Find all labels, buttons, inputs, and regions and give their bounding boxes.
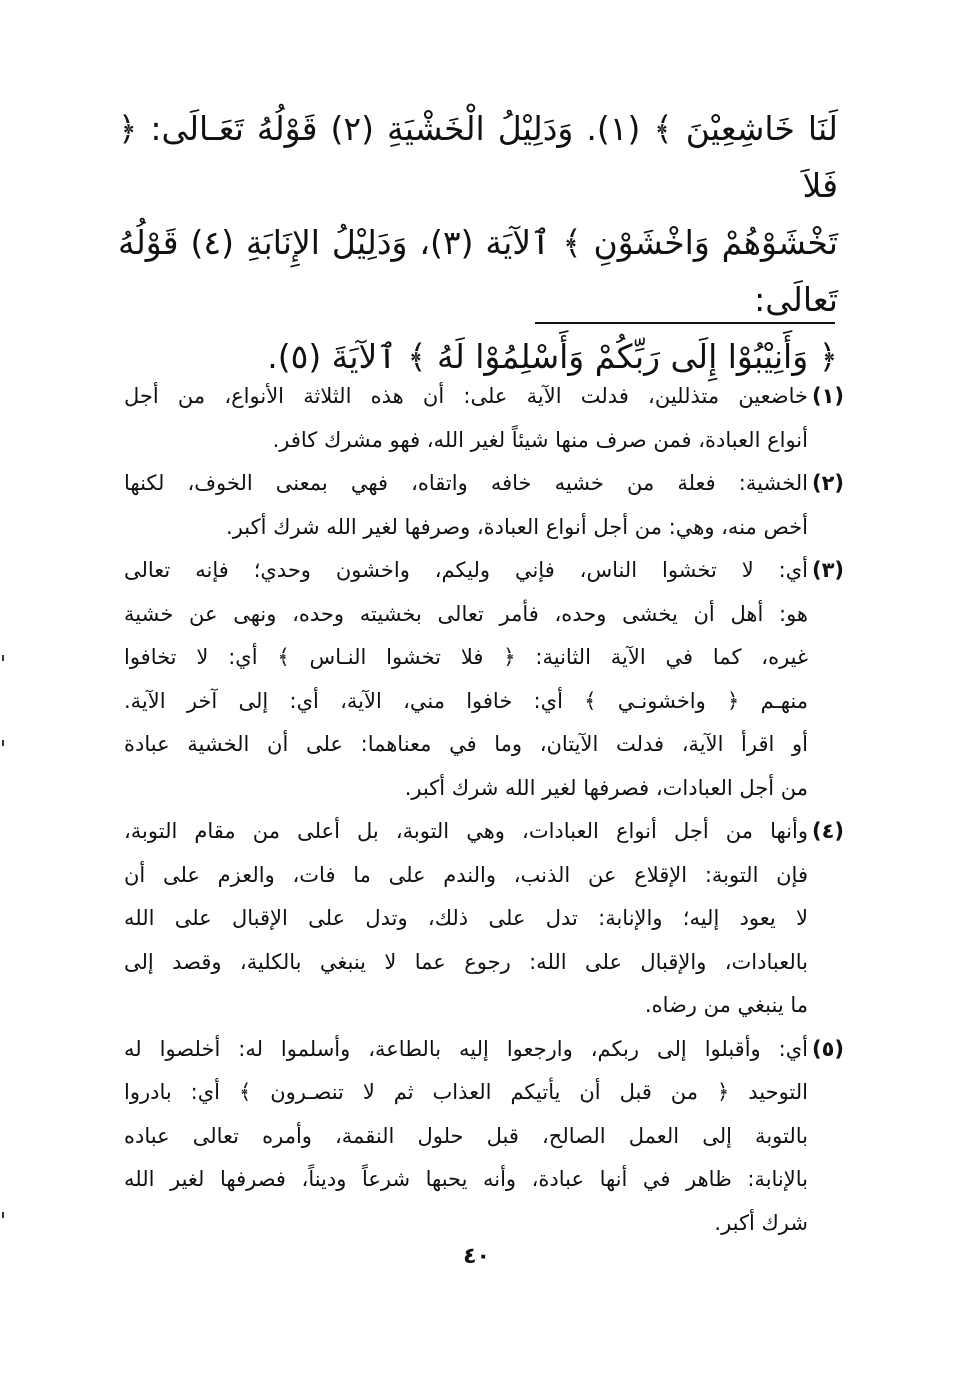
footnote-4 — [124, 810, 844, 1028]
main-text-line: لَنَا خَاشِعِيْنَ ﴾ (١). وَدَلِيْلُ الْخَشْيَةِ (٢) قَوْلُهُ تَعَـالَى: ﴿ فَلاَ — [118, 109, 838, 205]
footnote-line: شرك أكبر. — [714, 1210, 808, 1235]
footnote-body — [124, 462, 808, 549]
page-number: ٤٠ — [463, 1244, 490, 1269]
footnote-separator — [535, 322, 835, 324]
footnote-number: (١) — [811, 384, 844, 408]
footnote-number: (٥) — [811, 1036, 844, 1061]
footnotes — [124, 375, 844, 1245]
main-text-line: ﴿ وَأَنِيْبُوْا إِلَى رَبِّكُمْ وَأَسْلِمُوْا لَهُ ﴾ ٱلآيَةَ (٥). — [267, 337, 838, 376]
footnote-line: بالإنابة: ظاهر في أنها عبادة، وأنه يحبها شرعاً وديناً، فصرفها لغير الله — [124, 1167, 808, 1191]
footnote-line: بالعبادات، والإقبال على الله: رجوع عما لا ينبغي بالكلية، وقصد إلى — [124, 949, 808, 974]
footnote-line: من أجل العبادات، فصرفها لغير الله شرك أكبر. — [404, 775, 808, 800]
footnote-number: (٣) — [811, 558, 844, 582]
footnote-line: أخص منه، وهي: من أجل أنواع العبادة، وصرفها لغير الله شرك أكبر. — [226, 514, 808, 539]
footnote-line: منهـم ﴿ واخشونـي ﴾ أي: خافوا مني، الآية، أي: إلى آخر الآية. — [124, 688, 808, 713]
footnote-line: بالتوبة إلى العمل الصالح، قبل حلول النقمة، وأمره تعالى عباده — [124, 1123, 808, 1148]
footnote-line: لا يعود إليه؛ والإنابة: تدل على ذلك، وتدل على الإقبال على الله — [124, 906, 808, 930]
footnote-body — [124, 549, 808, 810]
scan-edge-mark — [2, 740, 4, 746]
footnote-line: وأنها من أجل أنواع العبادات، وهي التوبة، بل أعلى من مقام التوبة، — [124, 819, 808, 843]
footnote-5 — [124, 1028, 844, 1246]
footnote-line: أي: لا تخشوا الناس، فإني وليكم، واخشون وحدي؛ فإنه تعالى — [124, 558, 808, 582]
footnote-line: خاضعين متذللين، فدلت الآية على: أن هذه الثلاثة الأنواع، من أجل — [124, 384, 808, 408]
footnote-line: أنواع العبادة، فمن صرف منها شيئاً لغير الله، فهو مشرك كافر. — [272, 427, 808, 452]
footnote-number: (٤) — [811, 819, 844, 843]
footnote-line: أو اقرأ الآية، فدلت الآيتان، وما في معناهما: على أن الخشية عبادة — [124, 732, 808, 756]
footnote-2 — [124, 462, 844, 549]
main-text — [118, 100, 838, 385]
footnote-number: (٢) — [811, 471, 844, 495]
footnote-body — [124, 375, 808, 462]
footnote-line: غيره، كما في الآية الثانية: ﴿ فلا تخشوا النـاس ﴾ أي: لا تخافوا — [124, 645, 808, 669]
main-text-line: تَخْشَوْهُمْ وَاخْشَوْنِ ﴾ ٱلآيَة (٣)، وَدَلِيْلُ الإِنَابَةِ (٤) قَوْلُهُ تَعالَى: — [118, 223, 838, 319]
footnote-line: الخشية: فعلة من خشيه خافه واتقاه، فهي بمعنى الخوف، لكنها — [124, 471, 808, 495]
scan-edge-mark — [2, 655, 4, 661]
footnote-body — [124, 810, 808, 1028]
footnote-1 — [124, 375, 844, 462]
footnote-line: أي: وأقبلوا إلى ربكم، وارجعوا إليه بالطاعة، وأسلموا له: أخلصوا له — [124, 1036, 808, 1061]
footnote-3 — [124, 549, 844, 810]
footnote-body — [124, 1028, 808, 1246]
footnote-line: ما ينبغي من رضاه. — [644, 993, 808, 1017]
footnote-line: فإن التوبة: الإقلاع عن الذنب، والندم على ما فات، والعزم على أن — [124, 862, 808, 887]
scan-edge-mark — [2, 1212, 4, 1218]
footnote-line: التوحيد ﴿ من قبل أن يأتيكم العذاب ثم لا تنصـرون ﴾ أي: بادروا — [124, 1080, 808, 1104]
footnote-line: هو: أهل أن يخشى وحده، فأمر تعالى بخشيته وحده، ونهى عن خشية — [124, 601, 808, 626]
